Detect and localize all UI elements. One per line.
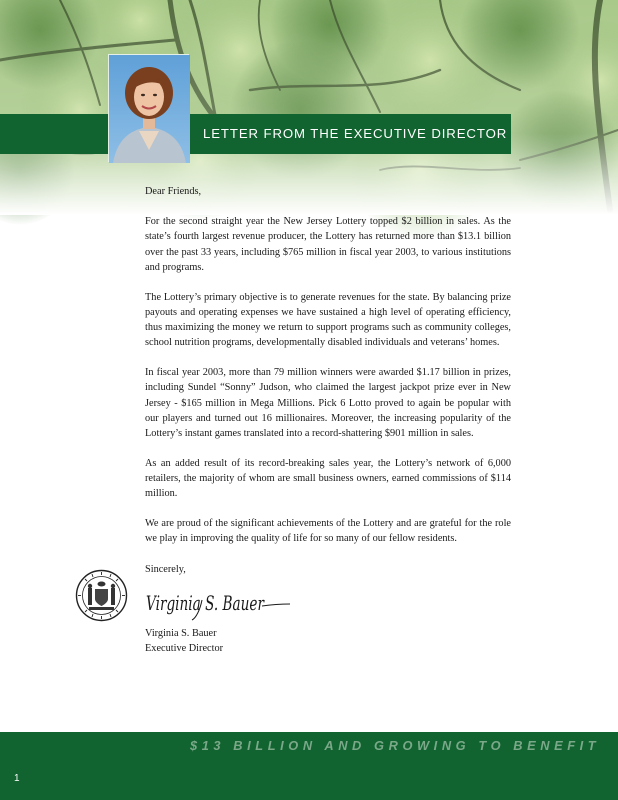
letter-paragraph: In fiscal year 2003, more than 79 million winners were awarded $1.17 billion in prizes, including Sundel “Sonny” Judson, who claimed the largest jackpot prize ever in New Jersey - $165 million in Mega Millions. Pick 6 Lotto proved to again be popular with our players and turned out 16 millionaires. Moreover, the increasing popularity of the Lottery’s instant games translated into a record-shattering $901 million in sales.: [145, 367, 511, 439]
salutation: Dear Friends,: [145, 186, 202, 197]
letter-body: [145, 184, 511, 577]
signer-block: [145, 626, 223, 657]
page-title: LETTER FROM THE EXECUTIVE DIRECTOR: [203, 126, 508, 141]
letter-paragraph: As an added result of its record-breaking sales year, the Lottery’s network of 6,000 retailers, the majority of whom are small business owners, earned commissions of $114 million.: [145, 457, 511, 500]
signature-text: Virginia S. Bauer: [146, 591, 265, 615]
page-number: 1: [14, 773, 20, 784]
signature-image: [144, 586, 294, 622]
closing: Sincerely,: [145, 563, 186, 575]
letter-paragraph: The Lottery’s primary objective is to generate revenues for the state. By balancing prize payouts and operating expenses we have sustained a high level of operating efficiency, thus maximizing the money we return to support programs such as community colleges, school nutrition programs, developmentally disabled individuals and veterans’ homes.: [145, 291, 511, 349]
executive-portrait: [108, 54, 189, 162]
signer-title: Executive Director: [145, 643, 224, 655]
letter-paragraph: We are proud of the significant achievements of the Lottery and are grateful for the role we play in improving the quality of life for so many of our fellow residents.: [145, 518, 511, 545]
tree-canopy-background: [0, 0, 618, 215]
footer-slogan: $13 BILLION AND GROWING TO BENEFIT: [190, 738, 601, 753]
letter-paragraph: For the second straight year the New Jersey Lottery topped $2 billion in sales. As the state’s fourth largest revenue producer, the Lottery has returned more than $13.1 billion over the past 33 years, including $765 million in fiscal year 2003, to various institutions and programs.: [145, 216, 511, 273]
signer-name: Virginia S. Bauer: [145, 628, 217, 639]
state-seal-icon: [75, 569, 128, 622]
